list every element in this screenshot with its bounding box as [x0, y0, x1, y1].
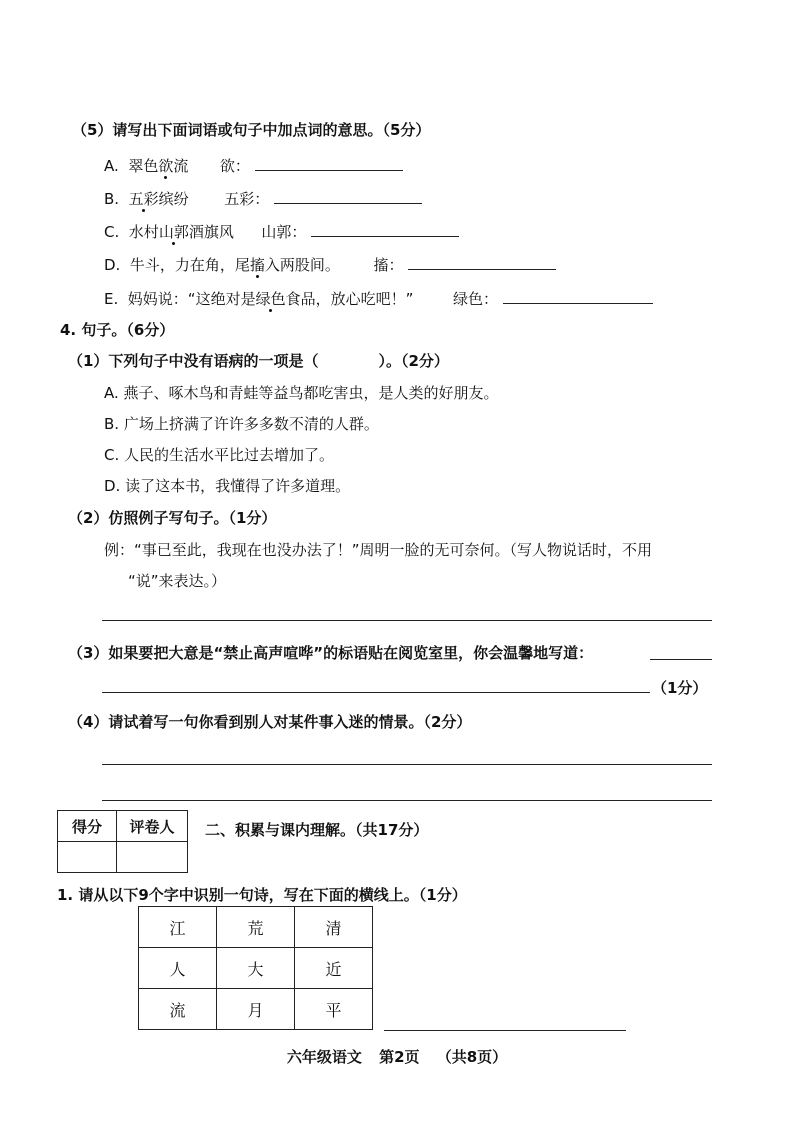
answer-line-q4-3b[interactable] — [102, 692, 650, 693]
choice-blank[interactable] — [318, 350, 378, 366]
q4-1-option-c: C. 人民的生活水平比过去增加了。 — [104, 446, 335, 464]
term-label: 欲： — [219, 157, 250, 175]
grid-cell: 人 — [139, 948, 217, 989]
term-label: 绿色： — [452, 290, 498, 308]
answer-line-q4-2[interactable] — [102, 620, 712, 621]
q4-1-option-d: D. 读了这本书，我懂得了许多道理。 — [104, 477, 351, 495]
phrase-text: 翠色 — [128, 157, 159, 175]
grid-cell: 流 — [139, 989, 217, 1030]
page-footer — [0, 1046, 794, 1067]
q5-option-b — [104, 187, 422, 209]
phrase-text: 流 — [173, 157, 189, 175]
option-label: C. — [104, 223, 120, 241]
answer-blank-b[interactable] — [274, 187, 422, 204]
score-header: 得分 — [58, 811, 117, 842]
q4-1-title — [68, 350, 449, 371]
grid-cell: 清 — [295, 907, 373, 948]
answer-blank-d[interactable] — [408, 253, 556, 270]
phrase-text: 牛斗，力在角，尾 — [129, 256, 250, 274]
grid-cell: 近 — [295, 948, 373, 989]
grid-cell: 江 — [139, 907, 217, 948]
term-label: 山郭： — [261, 223, 307, 241]
q4-1-option-a: A. 燕子、啄木鸟和青蛙等益鸟都吃害虫，是人类的好朋友。 — [104, 384, 499, 402]
q4-3-title: （3）如果要把大意是“禁止高声喧哗”的标语贴在阅览室里，你会温馨地写道： — [68, 644, 594, 662]
section-2-title: 二、积累与课内理解。（共17分） — [205, 821, 429, 839]
phrase-text: 食品，放心吃吧！” — [285, 290, 414, 308]
score-box — [57, 810, 188, 873]
q5-option-a — [104, 154, 403, 176]
footer-page: 第2页 — [379, 1048, 420, 1066]
dotted-word: 山郭 — [158, 223, 189, 241]
term-label: 五彩： — [224, 190, 270, 208]
dotted-word: 搐 — [249, 256, 265, 274]
question-text: ）。（2分） — [378, 352, 449, 370]
answer-blank-a[interactable] — [255, 154, 403, 171]
answer-blank-c[interactable] — [311, 220, 459, 237]
phrase-text: 水村 — [128, 223, 159, 241]
dotted-word: 欲 — [158, 157, 174, 175]
q4-2-example-line2: “说”来表达。） — [128, 572, 227, 590]
grader-cell[interactable] — [117, 842, 188, 873]
grid-cell: 平 — [295, 989, 373, 1030]
option-label: E. — [104, 290, 119, 308]
q5-option-e — [104, 287, 653, 309]
answer-blank-e[interactable] — [503, 287, 653, 304]
q4-title: 4. 句子。（6分） — [60, 321, 175, 339]
q5-option-c — [104, 220, 459, 242]
phrase-text: 入两股间。 — [264, 256, 340, 274]
phrase-text: 酒旗风 — [188, 223, 234, 241]
answer-line-poem[interactable] — [384, 1030, 626, 1031]
dotted-word: 五彩 — [128, 190, 159, 208]
answer-line-q4-4b[interactable] — [102, 800, 712, 801]
dotted-word: 绿色 — [255, 290, 286, 308]
answer-line-q4-3a[interactable] — [650, 659, 712, 660]
q4-2-example-line1: 例：“事已至此，我现在也没办法了！”周明一脸的无可奈何。（写人物说话时，不用 — [104, 541, 653, 559]
q4-2-title: （2）仿照例子写句子。（1分） — [68, 509, 277, 527]
q4-4-title: （4）请试着写一句你看到别人对某件事入迷的情景。（2分） — [68, 713, 472, 731]
grid-cell: 月 — [217, 989, 295, 1030]
score-cell[interactable] — [58, 842, 117, 873]
option-label: B. — [104, 190, 120, 208]
grader-header: 评卷人 — [117, 811, 188, 842]
q5-title: （5）请写出下面词语或句子中加点词的意思。（5分） — [72, 121, 431, 139]
question-text: （1）下列句子中没有语病的一项是（ — [68, 352, 319, 370]
phrase-text: 妈妈说：“这绝对是 — [127, 290, 256, 308]
grid-cell: 荒 — [217, 907, 295, 948]
q5-option-d — [104, 253, 556, 275]
answer-line-q4-4a[interactable] — [102, 764, 712, 765]
grid-cell: 大 — [217, 948, 295, 989]
q4-3-points: （1分） — [652, 679, 708, 697]
s2-q1-title: 1. 请从以下9个字中识别一句诗，写在下面的横线上。（1分） — [57, 886, 467, 904]
footer-total: （共8页） — [436, 1048, 508, 1066]
phrase-text: 缤纷 — [158, 190, 189, 208]
option-label: D. — [104, 256, 121, 274]
footer-subject: 六年级语文 — [286, 1048, 362, 1066]
q4-1-option-b: B. 广场上挤满了许许多多数不清的人群。 — [104, 415, 379, 433]
term-label: 搐： — [373, 256, 404, 274]
option-label: A. — [104, 157, 119, 175]
character-grid — [138, 906, 373, 1030]
